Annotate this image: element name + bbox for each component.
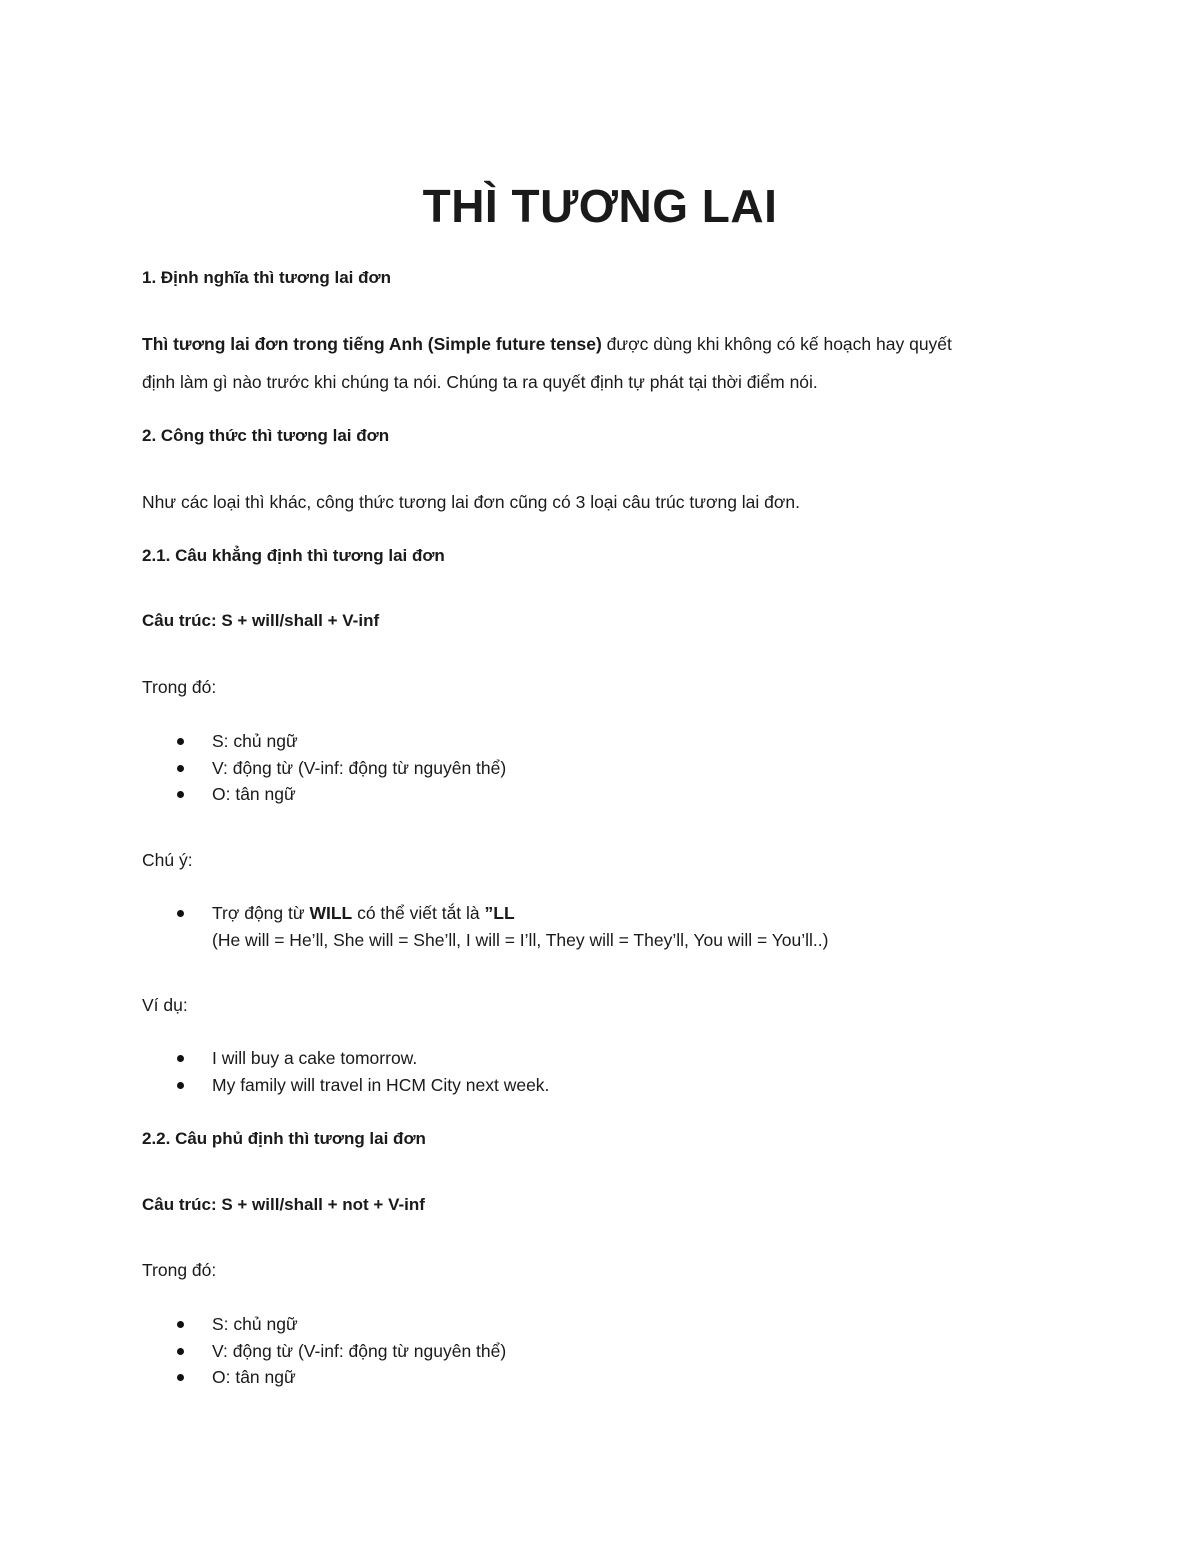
section-2-1-where-label: Trong đó: (142, 677, 217, 697)
bullet-icon (177, 738, 184, 745)
note-label: Chú ý: (142, 850, 193, 870)
bullet-icon (177, 1348, 184, 1355)
bullet-icon (177, 791, 184, 798)
section-2-1-structure: Câu trúc: S + will/shall + V-inf (142, 611, 380, 630)
example-item: My family will travel in HCM City next week. (212, 1073, 549, 1097)
section-1-bold-text: Thì tương lai đơn trong tiếng Anh (Simple future tense) (142, 334, 602, 354)
section-2-1-heading: 2.1. Câu khẳng định thì tương lai đơn (142, 546, 445, 565)
section-2-heading: 2. Công thức thì tương lai đơn (142, 426, 390, 445)
section-1-paragraph-line-1 (142, 332, 952, 356)
note-item: Trợ động từ WILL có thể viết tắt là ”LL (212, 901, 515, 925)
bullet-icon (177, 1374, 184, 1381)
bullet-icon (177, 1321, 184, 1328)
list-item: S: chủ ngữ (212, 1312, 298, 1336)
list-item: S: chủ ngữ (212, 729, 298, 753)
section-1-paragraph-line-2: định làm gì nào trước khi chúng ta nói. Chúng ta ra quyết định tự phát tại thời điểm nói. (142, 372, 818, 392)
section-2-paragraph: Như các loại thì khác, công thức tương lai đơn cũng có 3 loại câu trúc tương lai đơn. (142, 492, 800, 512)
example-item: I will buy a cake tomorrow. (212, 1046, 417, 1070)
note-item-line-2: (He will = He’ll, She will = She’ll, I will = I’ll, They will = They’ll, You will = You’ll..) (212, 930, 829, 950)
list-item: O: tân ngữ (212, 782, 296, 806)
bullet-icon (177, 1082, 184, 1089)
section-2-2-structure: Câu trúc: S + will/shall + not + V-inf (142, 1195, 425, 1214)
example-label: Ví dụ: (142, 995, 188, 1015)
section-2-2-heading: 2.2. Câu phủ định thì tương lai đơn (142, 1129, 426, 1148)
section-2-2-where-label: Trong đó: (142, 1260, 217, 1280)
list-item: V: động từ (V-inf: động từ nguyên thể) (212, 756, 506, 780)
page-title: THÌ TƯƠNG LAI (422, 180, 778, 232)
bullet-icon (177, 1055, 184, 1062)
section-1-plain-text: được dùng khi không có kế hoạch hay quyết (601, 334, 952, 354)
list-item: O: tân ngữ (212, 1365, 296, 1389)
bullet-icon (177, 765, 184, 772)
list-item: V: động từ (V-inf: động từ nguyên thể) (212, 1339, 506, 1363)
section-1-heading: 1. Định nghĩa thì tương lai đơn (142, 268, 391, 287)
bullet-icon (177, 910, 184, 917)
